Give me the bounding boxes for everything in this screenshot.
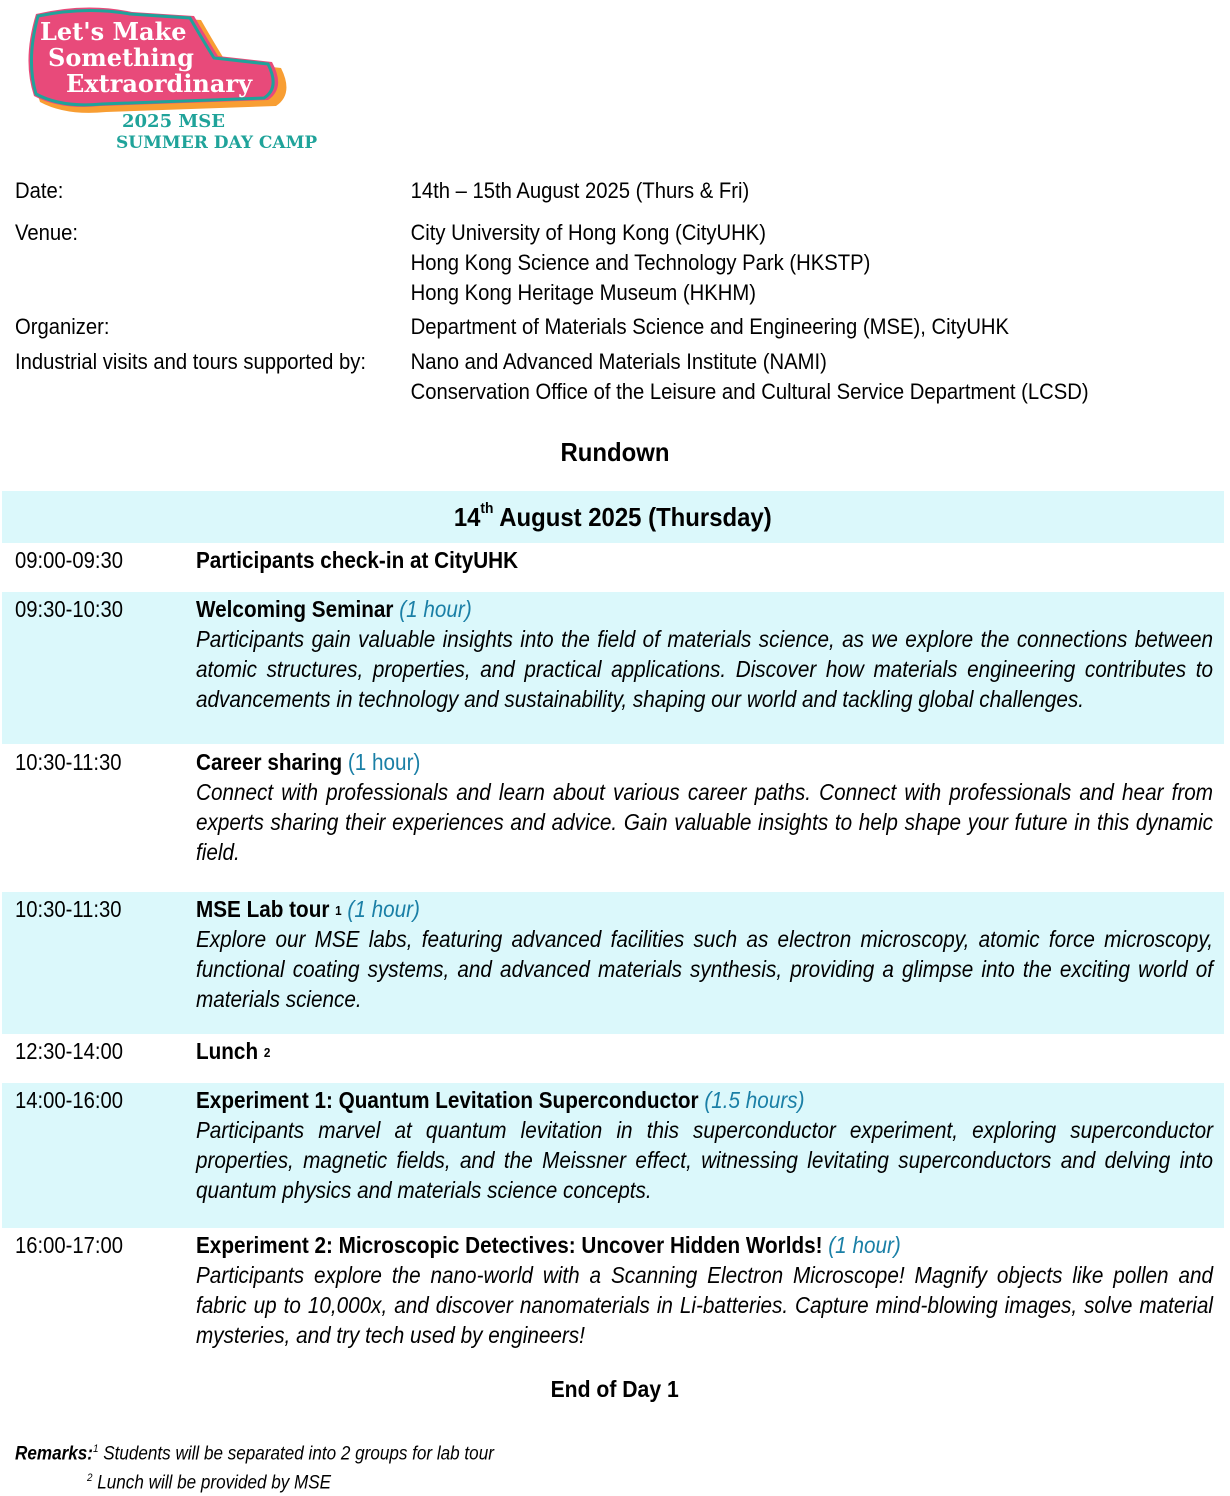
day-header xyxy=(2,491,1224,543)
info-label: Industrial visits and tours supported by: xyxy=(15,349,367,374)
event-info xyxy=(15,176,1215,407)
schedule-title: Participants check-in at CityUHK xyxy=(196,547,519,573)
schedule-description: Participants marvel at quantum levitation in this superconductor experiment, exploring superconductor properties, magnetic fields, and the Meissner effect, witnessing levitating superconductors and delving into quantum physics and materials science concepts. xyxy=(196,1117,1213,1203)
schedule-row xyxy=(2,1228,1224,1363)
remarks xyxy=(15,1437,547,1496)
schedule-duration: (1 hour) xyxy=(347,749,421,775)
info-value: Hong Kong Science and Technology Park (HKSTP) xyxy=(410,250,871,275)
schedule-duration: (1.5 hours) xyxy=(704,1087,805,1113)
schedule-title: Experiment 2: Microscopic Detectives: Uncover Hidden Worlds! xyxy=(196,1232,823,1258)
logo-line4: 2025 MSE xyxy=(122,111,226,132)
logo-line3: Extraordinary xyxy=(66,69,253,98)
info-label: Organizer: xyxy=(15,314,110,339)
schedule-time: 10:30-11:30 xyxy=(15,896,122,922)
schedule-row xyxy=(2,892,1224,1034)
schedule-time: 14:00-16:00 xyxy=(15,1087,124,1113)
schedule-description: Participants explore the nano-world with a Scanning Electron Microscope! Magnify objects like pollen and fabric up to 10,000x, and discover nanomaterials in Li-batteries. Capture mind-blowing images, solve material mysteries, and try tech used by engineers! xyxy=(196,1262,1213,1348)
logo-line1: Let's Make xyxy=(40,17,187,46)
footnote-ref: 2 xyxy=(263,1045,271,1060)
footnote-ref: 1 xyxy=(335,903,342,918)
remark-text: Students will be separated into 2 groups for lab tour xyxy=(98,1443,494,1465)
info-value: Conservation Office of the Leisure and Cultural Service Department (LCSD) xyxy=(410,379,1089,404)
schedule-description: Connect with professionals and learn about various career paths. Connect with professionals and hear from experts sharing their experiences and advice. Gain valuable insights to help shape your future in this dynamic field. xyxy=(196,779,1213,865)
logo-line5: SUMMER DAY CAMP xyxy=(116,133,318,153)
remarks-label: Remarks: xyxy=(15,1443,93,1465)
schedule-title: Experiment 1: Quantum Levitation Superconductor xyxy=(196,1087,699,1113)
info-date xyxy=(15,176,1119,206)
schedule-duration: (1 hour) xyxy=(828,1232,901,1258)
info-label: Venue: xyxy=(15,220,79,245)
info-value: Department of Materials Science and Engineering (MSE), CityUHK xyxy=(410,314,1010,339)
schedule-description: Explore our MSE labs, featuring advanced facilities such as electron microscopy, atomic force microscopy, functional coating systems, and advanced materials synthesis, providing a glimpse into the exciting world of materials science. xyxy=(196,926,1213,1012)
schedule-time: 16:00-17:00 xyxy=(15,1232,124,1258)
schedule-time: 10:30-11:30 xyxy=(15,749,122,775)
schedule-description: Participants gain valuable insights into the field of materials science, as we explore the connections between atomic structures, properties, and practical applications. Discover how materials engineering contributes to advancements in technology and sustainability, shaping our world and tackling global challenges. xyxy=(196,626,1213,712)
schedule-time: 09:30-10:30 xyxy=(15,596,124,622)
schedule-row xyxy=(2,543,1224,591)
schedule-title: Career sharing xyxy=(196,749,343,775)
schedule-title: Lunch xyxy=(196,1038,259,1064)
schedule-title: MSE Lab tour xyxy=(196,896,330,922)
info-organizer xyxy=(15,312,1119,342)
schedule-duration: (1 hour) xyxy=(399,596,472,622)
info-venue xyxy=(15,218,1119,308)
info-value: 14th – 15th August 2025 (Thurs & Fri) xyxy=(410,178,750,203)
schedule-time: 12:30-14:00 xyxy=(15,1038,124,1064)
info-value: Hong Kong Heritage Museum (HKHM) xyxy=(410,280,756,305)
schedule-row xyxy=(2,745,1224,892)
remark-text: Lunch will be provided by MSE xyxy=(92,1472,332,1494)
schedule-duration: (1 hour) xyxy=(347,896,420,922)
schedule-row xyxy=(2,1083,1224,1228)
schedule-row xyxy=(2,1034,1224,1083)
logo-line2: Something xyxy=(48,43,194,72)
remark-number: 2 xyxy=(87,1472,93,1485)
remark-number: 1 xyxy=(92,1443,99,1455)
schedule-row xyxy=(2,592,1224,744)
info-supporters xyxy=(15,347,1119,407)
rundown-heading: Rundown xyxy=(560,437,670,467)
info-value: Nano and Advanced Materials Institute (NAMI) xyxy=(410,349,827,374)
schedule-title: Welcoming Seminar xyxy=(196,596,394,622)
schedule-time: 09:00-09:30 xyxy=(15,547,124,573)
info-label: Date: xyxy=(15,178,64,203)
camp-logo xyxy=(26,6,336,156)
day-rest: August 2025 (Thursday) xyxy=(493,501,772,532)
day-number: 14 xyxy=(454,501,481,532)
info-value: City University of Hong Kong (CityUHK) xyxy=(410,220,767,245)
day-suffix: th xyxy=(480,499,494,517)
end-of-day: End of Day 1 xyxy=(550,1376,680,1402)
